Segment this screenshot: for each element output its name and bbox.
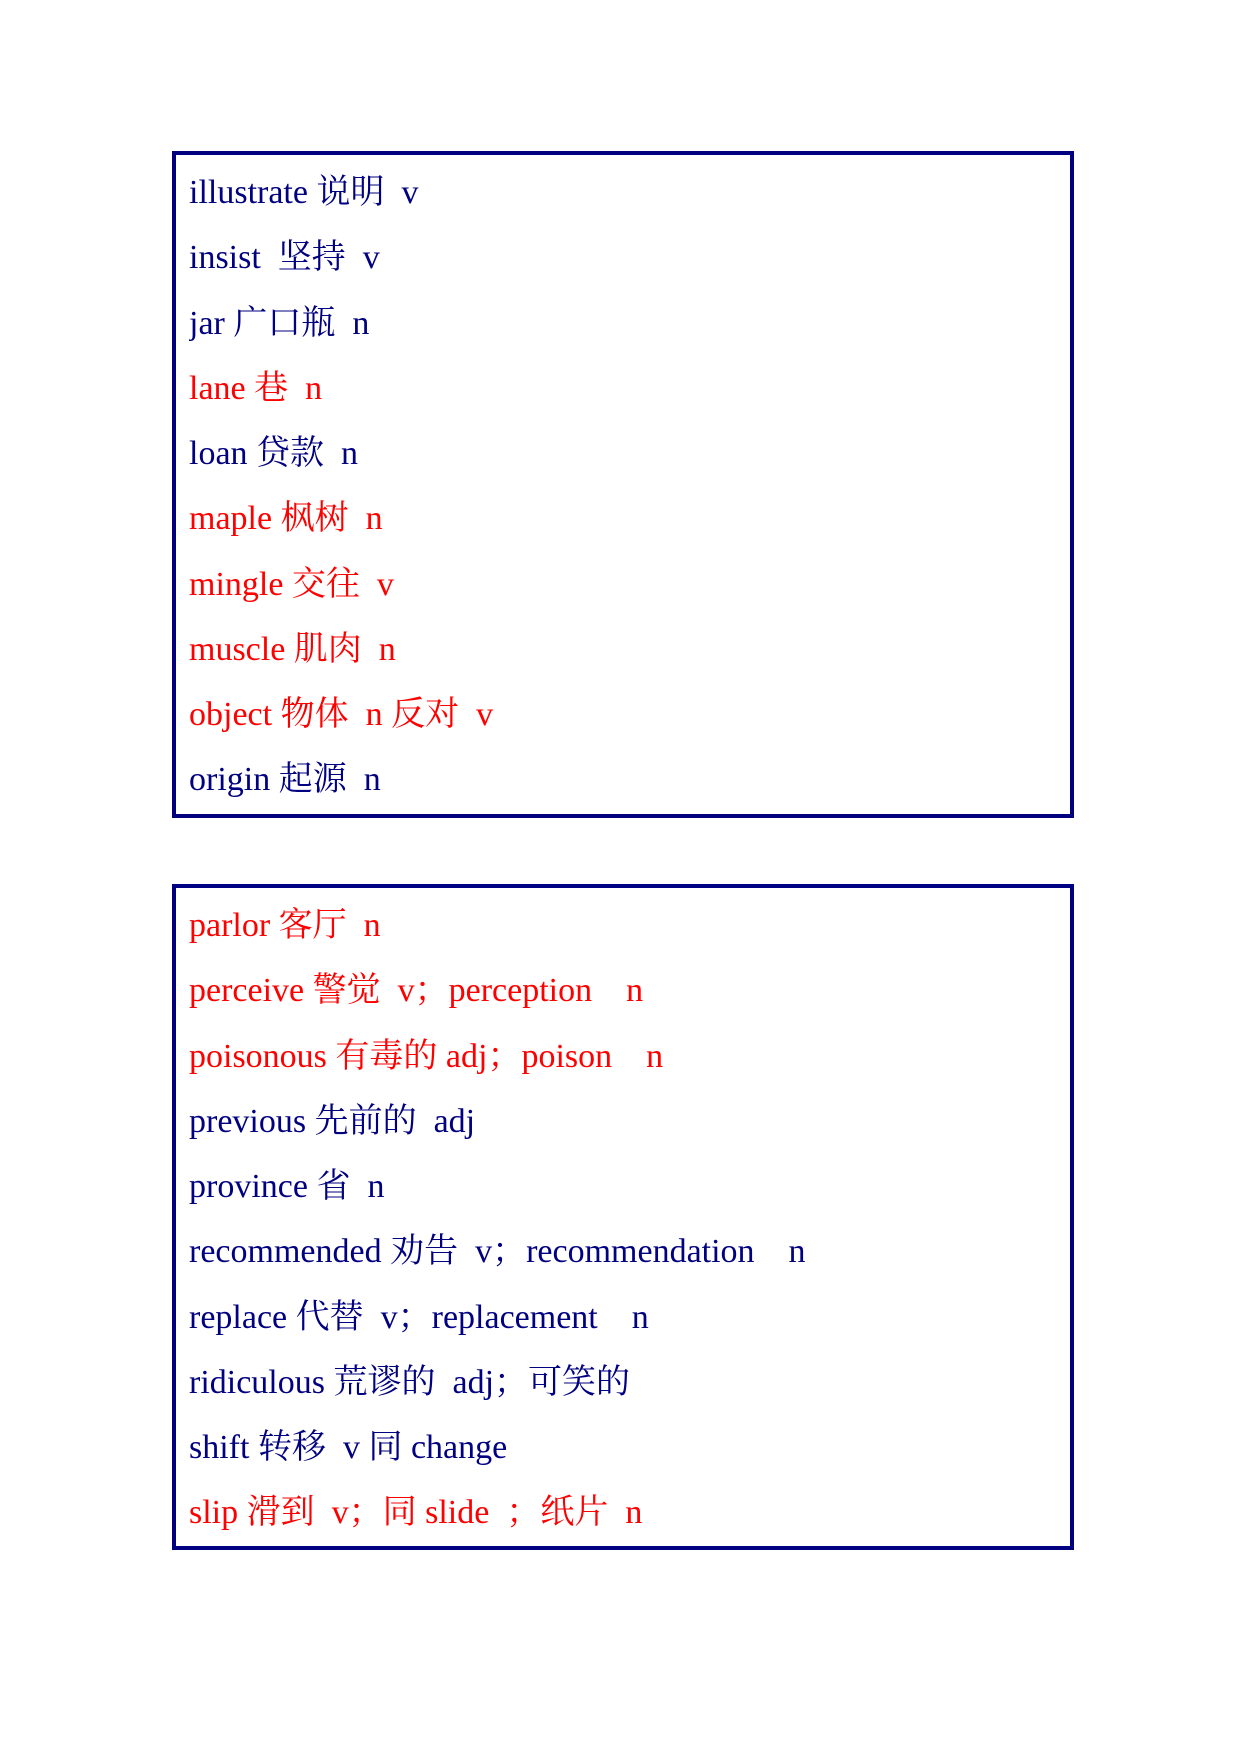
vocabulary-card — [172, 151, 1074, 818]
vocab-entry: replace 代替 v；replacement n — [189, 1298, 649, 1336]
vocab-entry: maple 枫树 n — [189, 500, 383, 538]
vocab-entry: lane 巷 n — [189, 369, 323, 407]
vocab-entry: muscle 肌肉 n — [189, 630, 396, 668]
vocab-entry: illustrate 说明 v — [189, 174, 419, 211]
vocab-entry: parlor 客厅 n — [189, 907, 381, 944]
vocab-entry: origin 起源 n — [189, 761, 381, 799]
vocab-entry: insist 坚持 v — [189, 239, 380, 277]
vocab-entry: object 物体 n 反对 v — [189, 696, 494, 733]
vocab-entry: shift 转移 v 同 change — [189, 1429, 508, 1466]
vocab-entry: previous 先前的 adj — [189, 1102, 476, 1140]
vocabulary-card — [172, 884, 1074, 1550]
vocab-entry: recommended 劝告 v；recommendation n — [189, 1233, 806, 1271]
vocab-entry: mingle 交往 v — [189, 565, 394, 603]
vocab-entry: perceive 警觉 v；perception n — [189, 972, 644, 1010]
vocab-entry: poisonous 有毒的 adj；poison n — [189, 1037, 664, 1075]
vocab-entry: province 省 n — [189, 1168, 385, 1205]
vocab-entry: jar 广口瓶 n — [189, 304, 370, 342]
vocab-entry: loan 贷款 n — [189, 435, 359, 472]
vocab-entry: ridiculous 荒谬的 adj；可笑的 — [189, 1363, 631, 1401]
vocab-entry: slip 滑到 v；同 slide ；纸片 n — [189, 1494, 643, 1532]
